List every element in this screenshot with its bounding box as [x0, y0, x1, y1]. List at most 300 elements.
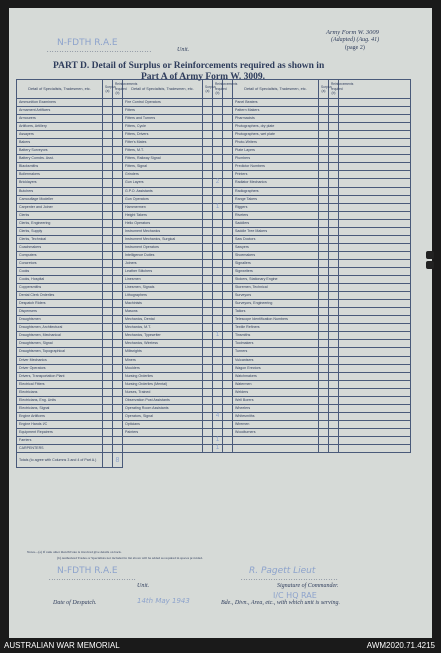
- surplus-cell: [319, 276, 329, 284]
- margin-cell: [339, 195, 411, 203]
- surplus-cell: [319, 428, 329, 436]
- margin-cell: [339, 115, 411, 123]
- required-cell: [329, 187, 339, 195]
- surplus-cell: [319, 259, 329, 267]
- table-row: [17, 99, 411, 107]
- spacer-cell: [223, 267, 233, 275]
- trade-cell: Drivers, Transportation Plant: [17, 372, 103, 380]
- required-cell: [213, 187, 223, 195]
- table-row: [17, 179, 411, 187]
- trade-cell: [123, 436, 203, 444]
- trade-cell: Well Borers: [233, 396, 319, 404]
- surplus-cell: [203, 155, 213, 163]
- surplus-cell: [319, 131, 329, 139]
- table-row: [17, 420, 411, 428]
- required-cell: [329, 396, 339, 404]
- surplus-cell: [103, 251, 113, 259]
- surplus-cell: [319, 235, 329, 243]
- spacer-cell: [223, 115, 233, 123]
- trade-cell: Vulcanisers: [233, 356, 319, 364]
- trade-cell: Wheelers: [233, 404, 319, 412]
- surplus-cell: [203, 115, 213, 123]
- trade-cell: Draughtsmen, Architectural: [17, 324, 103, 332]
- required-cell: [329, 308, 339, 316]
- surplus-cell: [203, 211, 213, 219]
- spacer-cell: [223, 219, 233, 227]
- margin-cell: [339, 171, 411, 179]
- trade-cell: Photo-Writers: [233, 139, 319, 147]
- table-row: [17, 292, 411, 300]
- surplus-cell: [103, 380, 113, 388]
- trade-cell: Helio Operators: [123, 219, 203, 227]
- surplus-cell: [103, 348, 113, 356]
- trade-cell: Observation Post Assistants: [123, 396, 203, 404]
- required-cell: [113, 324, 123, 332]
- table-row: [17, 227, 411, 235]
- surplus-cell: [103, 276, 113, 284]
- trade-cell: Electricians, Eng. Units: [17, 396, 103, 404]
- required-cell: [329, 171, 339, 179]
- spacer-cell: [223, 300, 233, 308]
- required-cell: [213, 171, 223, 179]
- required-cell: [113, 187, 123, 195]
- trade-cell: Boilermakers: [17, 171, 103, 179]
- trade-cell: Coachmakers: [17, 243, 103, 251]
- trade-cell: Ammunition Examiners: [17, 99, 103, 107]
- required-cell: [213, 348, 223, 356]
- required-cell: [329, 259, 339, 267]
- required-cell: [329, 99, 339, 107]
- punch-hole: [426, 251, 434, 259]
- surplus-cell: [203, 324, 213, 332]
- table-row: [17, 332, 411, 340]
- trade-cell: Signallers: [233, 259, 319, 267]
- trade-cell: Armament Artificers: [17, 107, 103, 115]
- surplus-cell: [319, 195, 329, 203]
- trade-cell: Fire Control Operators: [123, 99, 203, 107]
- trade-cell: Concretors: [17, 259, 103, 267]
- surplus-cell: [103, 123, 113, 131]
- trade-cell: Nurses, Trained: [123, 388, 203, 396]
- required-cell: [329, 163, 339, 171]
- required-cell: [213, 211, 223, 219]
- trade-cell: Panel Beaters: [233, 99, 319, 107]
- unit-label-top: Unit.: [177, 47, 190, 53]
- required-cell: [113, 308, 123, 316]
- surplus-cell: [203, 388, 213, 396]
- required-cell: [113, 348, 123, 356]
- totals-empty-cell: [123, 453, 203, 468]
- totals-empty-cell: [203, 453, 213, 468]
- trade-cell: Storemen, Technical: [233, 284, 319, 292]
- margin-cell: [339, 163, 411, 171]
- margin-cell: [339, 332, 411, 340]
- totals-empty-cell: [233, 453, 319, 468]
- table-row: [17, 356, 411, 364]
- trade-cell: Draughtsmen, Signal: [17, 340, 103, 348]
- trade-cell: Fitter's Mates: [123, 139, 203, 147]
- footer-right: AWM2020.71.4215: [366, 641, 435, 650]
- required-cell: [113, 99, 123, 107]
- margin-cell: [339, 227, 411, 235]
- spacer-cell: [223, 195, 233, 203]
- required-cell: [113, 388, 123, 396]
- trade-cell: Gun Layers: [123, 179, 203, 187]
- trade-cell: CARPENTERS: [17, 445, 103, 453]
- bde-label: Bde., Divn., Area, etc., with which unit is serving.: [221, 600, 340, 606]
- surplus-cell: [319, 332, 329, 340]
- trade-cell: Engine Hands I/C: [17, 420, 103, 428]
- spacer-cell: [223, 243, 233, 251]
- required-cell: [213, 115, 223, 123]
- required-cell: [113, 139, 123, 147]
- table-row: [17, 259, 411, 267]
- surplus-cell: [319, 292, 329, 300]
- trade-cell: Surveyors: [233, 292, 319, 300]
- trade-cell: Leather Stitchers: [123, 267, 203, 275]
- trade-cell: Mechanics, Dental: [123, 316, 203, 324]
- surplus-cell: [103, 235, 113, 243]
- trade-cell: Height Takers: [123, 211, 203, 219]
- trade-cell: Tailors: [233, 308, 319, 316]
- margin-cell: [339, 436, 411, 444]
- required-cell: [213, 243, 223, 251]
- margin-cell: [339, 211, 411, 219]
- required-cell: 1: [213, 203, 223, 211]
- surplus-cell: [103, 219, 113, 227]
- required-cell: [213, 259, 223, 267]
- margin-cell: [339, 235, 411, 243]
- surplus-cell: [319, 251, 329, 259]
- surplus-cell: [203, 267, 213, 275]
- spacer-cell: [223, 211, 233, 219]
- surplus-cell: [103, 171, 113, 179]
- spacer-cell: [223, 107, 233, 115]
- required-cell: [113, 364, 123, 372]
- trade-cell: Battery Comdrs. Asst.: [17, 155, 103, 163]
- surplus-cell: [319, 356, 329, 364]
- spacer-cell: [223, 412, 233, 420]
- surplus-cell: [103, 445, 113, 453]
- trade-cell: Assayers: [17, 131, 103, 139]
- trade-cell: Clerks, Technical: [17, 235, 103, 243]
- margin-cell: [339, 396, 411, 404]
- surplus-cell: [319, 445, 329, 453]
- spacer-cell: [223, 332, 233, 340]
- required-cell: [329, 324, 339, 332]
- required-cell: [113, 276, 123, 284]
- table-row: [17, 428, 411, 436]
- surplus-cell: [103, 139, 113, 147]
- spacer-cell: [223, 235, 233, 243]
- trade-cell: Painters: [123, 428, 203, 436]
- surplus-cell: [203, 147, 213, 155]
- spacer-cell: [223, 155, 233, 163]
- required-cell: [329, 356, 339, 364]
- margin-cell: [339, 428, 411, 436]
- required-cell: [213, 284, 223, 292]
- surplus-cell: [103, 259, 113, 267]
- trade-cell: Machinists: [123, 300, 203, 308]
- trade-cell: Textile Refiners: [233, 324, 319, 332]
- spacer-cell: [223, 251, 233, 259]
- surplus-cell: [203, 276, 213, 284]
- trade-cell: Pattern Makers: [233, 107, 319, 115]
- surplus-cell: [319, 436, 329, 444]
- spacer-cell: [223, 276, 233, 284]
- margin-cell: [339, 259, 411, 267]
- date-handwritten: 14th May 1943: [137, 597, 190, 605]
- surplus-cell: [203, 123, 213, 131]
- surplus-cell: [103, 364, 113, 372]
- header-detail: Detail of Specialists, Tradesmen, etc.: [123, 80, 203, 99]
- surplus-cell: [203, 316, 213, 324]
- required-cell: [213, 372, 223, 380]
- surplus-cell: [319, 139, 329, 147]
- totals-surplus: [103, 453, 113, 468]
- trade-cell: Cooks: [17, 267, 103, 275]
- required-cell: [113, 428, 123, 436]
- trade-cell: Telescope Identification Numbers: [233, 316, 319, 324]
- surplus-cell: [319, 123, 329, 131]
- required-cell: [113, 203, 123, 211]
- required-cell: [113, 211, 123, 219]
- surplus-cell: [103, 292, 113, 300]
- required-cell: [213, 364, 223, 372]
- table-row: [17, 187, 411, 195]
- trade-cell: Joiners: [123, 259, 203, 267]
- required-cell: 2: [213, 179, 223, 187]
- table-row: [17, 107, 411, 115]
- margin-cell: [339, 445, 411, 453]
- required-cell: [329, 436, 339, 444]
- trade-cell: Instrument Mechanics, Surgical: [123, 235, 203, 243]
- table-row: [17, 380, 411, 388]
- surplus-cell: [319, 179, 329, 187]
- trade-cell: Clerks: [17, 211, 103, 219]
- required-cell: [329, 211, 339, 219]
- trade-cell: Nursing Orderlies: [123, 372, 203, 380]
- surplus-cell: [103, 115, 113, 123]
- surplus-cell: [203, 436, 213, 444]
- surplus-cell: [203, 396, 213, 404]
- surplus-cell: [203, 179, 213, 187]
- surplus-cell: [103, 340, 113, 348]
- surplus-cell: [319, 412, 329, 420]
- trade-cell: Predictor Numbers: [233, 163, 319, 171]
- required-cell: [329, 147, 339, 155]
- surplus-cell: [103, 436, 113, 444]
- form-ref-line3: (page 2): [345, 45, 365, 51]
- required-cell: [213, 99, 223, 107]
- spacer-cell: [223, 340, 233, 348]
- margin-cell: [339, 276, 411, 284]
- surplus-cell: [203, 340, 213, 348]
- header-detail: Detail of Specialists, Tradesmen, etc.: [17, 80, 103, 99]
- spacer-cell: [223, 131, 233, 139]
- surplus-cell: [103, 195, 113, 203]
- trade-cell: Camouflage Modeller: [17, 195, 103, 203]
- trade-cell: Sawyers: [233, 243, 319, 251]
- spacer-cell: [223, 284, 233, 292]
- required-cell: [113, 235, 123, 243]
- spacer-cell: [223, 356, 233, 364]
- table-row: [17, 308, 411, 316]
- trade-cell: Coppersmiths: [17, 284, 103, 292]
- table-row: [17, 404, 411, 412]
- surplus-cell: [319, 243, 329, 251]
- spacer-cell: [223, 445, 233, 453]
- required-cell: [113, 259, 123, 267]
- surplus-cell: [319, 163, 329, 171]
- trade-cell: G.P.O. Assistants: [123, 187, 203, 195]
- required-cell: [213, 139, 223, 147]
- table-row: [17, 300, 411, 308]
- surplus-cell: [319, 404, 329, 412]
- surplus-cell: [103, 227, 113, 235]
- required-cell: [329, 179, 339, 187]
- surplus-cell: [319, 219, 329, 227]
- surplus-cell: [203, 187, 213, 195]
- surplus-cell: [103, 203, 113, 211]
- footer-left: AUSTRALIAN WAR MEMORIAL: [4, 641, 120, 650]
- margin-cell: [339, 412, 411, 420]
- date-label: Date of Despatch.: [53, 600, 97, 606]
- surplus-cell: [103, 243, 113, 251]
- margin-cell: [339, 300, 411, 308]
- trade-cell: Fitters and Turners: [123, 115, 203, 123]
- required-cell: [213, 292, 223, 300]
- margin-cell: [339, 380, 411, 388]
- required-cell: [113, 300, 123, 308]
- surplus-cell: [319, 115, 329, 123]
- trade-cell: Woodturners: [233, 428, 319, 436]
- required-cell: [329, 380, 339, 388]
- spacer-cell: [223, 308, 233, 316]
- surplus-cell: [103, 267, 113, 275]
- required-cell: [329, 115, 339, 123]
- unit-handwritten-bottom: N-FDTH R.A.E: [57, 566, 118, 576]
- surplus-cell: [203, 203, 213, 211]
- spacer-cell: [223, 147, 233, 155]
- required-cell: [113, 292, 123, 300]
- header-required: Reinforcements required (b): [213, 80, 223, 99]
- required-cell: [113, 155, 123, 163]
- trade-cell: Signwriters: [233, 267, 319, 275]
- totals-empty-cell: [223, 453, 233, 468]
- required-cell: [113, 251, 123, 259]
- surplus-cell: [319, 203, 329, 211]
- required-cell: [329, 139, 339, 147]
- required-cell: [329, 300, 339, 308]
- trade-cell: Computers: [17, 251, 103, 259]
- header-surplus: Surplus (a): [203, 80, 213, 99]
- trade-cell: Mechanics, M.T.: [123, 324, 203, 332]
- required-cell: [329, 107, 339, 115]
- surplus-cell: [103, 388, 113, 396]
- table-row: [17, 235, 411, 243]
- margin-cell: [339, 99, 411, 107]
- surplus-cell: [103, 308, 113, 316]
- trade-cell: Fitters, Cycle: [123, 123, 203, 131]
- required-cell: [113, 115, 123, 123]
- spacer-cell: [223, 187, 233, 195]
- surplus-cell: [203, 292, 213, 300]
- required-cell: [213, 147, 223, 155]
- required-cell: [113, 147, 123, 155]
- trade-cell: Saw Doctors: [233, 235, 319, 243]
- trade-cell: Engine Artificers: [17, 412, 103, 420]
- required-cell: [213, 163, 223, 171]
- trade-cell: Toolmakers: [233, 340, 319, 348]
- spacer-cell: [223, 348, 233, 356]
- margin-cell: [339, 404, 411, 412]
- trade-cell: Electricians, Signal: [17, 404, 103, 412]
- surplus-cell: [319, 372, 329, 380]
- table-row: [17, 139, 411, 147]
- margin-cell: [339, 155, 411, 163]
- required-cell: [213, 404, 223, 412]
- required-cell: [329, 420, 339, 428]
- required-cell: [113, 396, 123, 404]
- trade-cell: Mechanics, Typewriter: [123, 332, 203, 340]
- surplus-cell: [319, 107, 329, 115]
- table-row: [17, 276, 411, 284]
- margin-cell: [339, 388, 411, 396]
- surplus-cell: [319, 284, 329, 292]
- trade-cell: Pharmacists: [233, 115, 319, 123]
- margin-cell: [339, 356, 411, 364]
- required-cell: [113, 356, 123, 364]
- required-cell: [329, 316, 339, 324]
- trade-cell: Blacksmiths: [17, 163, 103, 171]
- required-cell: [113, 332, 123, 340]
- table-row: [17, 211, 411, 219]
- header-detail: Detail of Specialists, Tradesmen, etc.: [233, 80, 319, 99]
- required-cell: [329, 155, 339, 163]
- trade-cell: [233, 436, 319, 444]
- surplus-cell: [103, 404, 113, 412]
- table-row: [17, 267, 411, 275]
- surplus-cell: [319, 147, 329, 155]
- trade-cell: Watermen: [233, 380, 319, 388]
- required-cell: 1: [213, 445, 223, 453]
- trade-cell: Printers: [233, 171, 319, 179]
- trade-cell: Hammermen: [123, 203, 203, 211]
- surplus-cell: [203, 420, 213, 428]
- trade-cell: Wiremen: [233, 420, 319, 428]
- trade-cell: Fitters, Drivers: [123, 131, 203, 139]
- trade-cell: Draughtsmen, Topographical: [17, 348, 103, 356]
- required-cell: [329, 235, 339, 243]
- required-cell: [213, 131, 223, 139]
- required-cell: [213, 219, 223, 227]
- trade-cell: Linesmen: [123, 276, 203, 284]
- surplus-cell: [203, 107, 213, 115]
- required-cell: 4: [213, 412, 223, 420]
- surplus-cell: [319, 396, 329, 404]
- required-cell: [329, 131, 339, 139]
- trade-cell: Equipment Repairers: [17, 428, 103, 436]
- surplus-cell: [203, 171, 213, 179]
- trade-cell: Moulders: [123, 364, 203, 372]
- trade-cell: Masons: [123, 308, 203, 316]
- trade-cell: Despatch Riders: [17, 300, 103, 308]
- table-row: [17, 219, 411, 227]
- required-cell: [213, 300, 223, 308]
- required-cell: [329, 251, 339, 259]
- required-cell: [213, 195, 223, 203]
